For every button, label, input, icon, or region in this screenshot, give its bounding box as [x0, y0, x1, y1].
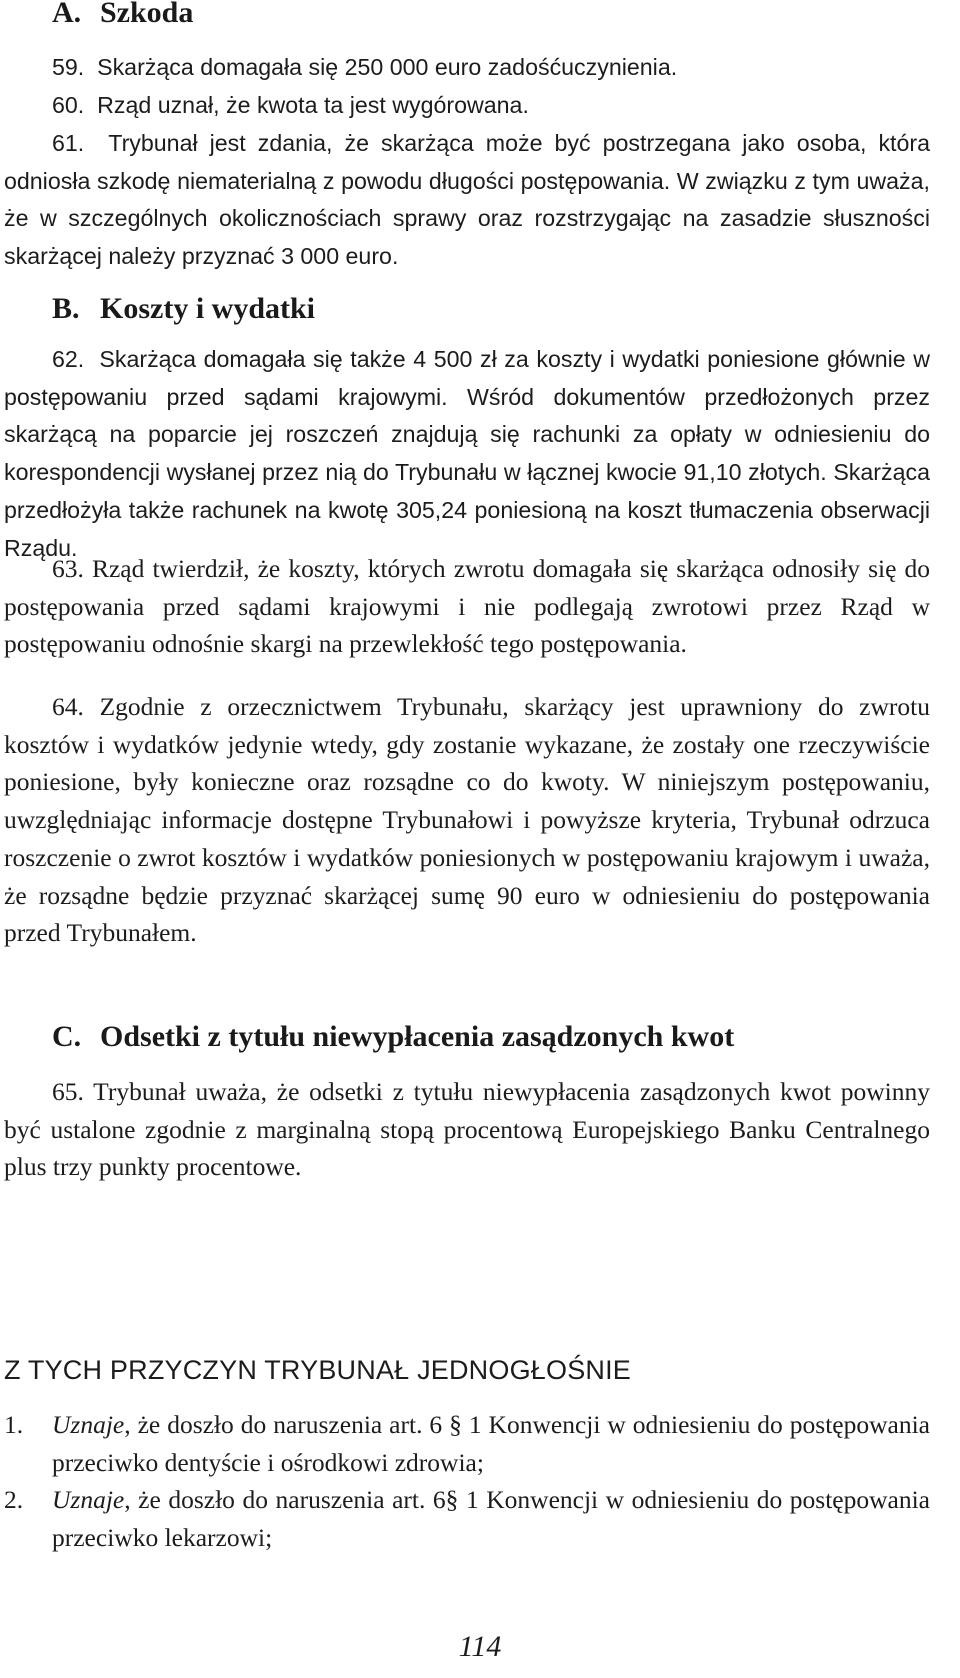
- section-letter: A.: [52, 0, 82, 29]
- paragraph-63-text: 63. Rząd twierdził, że koszty, których zwrotu domagała się skarżąca odnosiły się do postępowania przed sądami krajowymi i nie podlegają zwrotowi przez Rząd w postępowaniu odnośnie skargi na przewlekłość tego postępowania.: [4, 554, 930, 659]
- decision-item-1: [4, 1406, 930, 1481]
- paragraph-64-text: 64. Zgodnie z orzecznictwem Trybunału, skarżący jest uprawniony do zwrotu kosztów i wydatków jedynie wtedy, gdy zostanie wykazane, że zostały one rzeczywiście poniesione, były konieczne oraz rozsądne co do kwoty. W niniejszym postępowaniu, uwzględniając informacje dostępne Trybunałowi i powyższe kryteria, Trybunał odrzuca roszczenie o zwrot kosztów i wydatków poniesionych w postępowaniu krajowym i uważa, że rozsądne będzie przyznać skarżącej sumę 90 euro w odniesieniu do postępowania przed Trybunałem.: [4, 692, 930, 948]
- item-text: , że doszło do naruszenia art. 6§ 1 Konwencji w odniesieniu do postępowania przeciwko lekarzowi;: [52, 1485, 930, 1552]
- item-verb: Uznaje: [52, 1410, 125, 1439]
- section-title: Odsetki z tytułu niewypłacenia zasądzonych kwot: [100, 1020, 735, 1053]
- section-title: Koszty i wydatki: [100, 292, 316, 325]
- decision-item-2: [4, 1481, 930, 1556]
- paragraph-61-text: 61. Trybunał jest zdania, że skarżąca może być postrzegana jako osoba, która odniosła szkodę niematerialną z powodu długości postępowania. W związku z tym uważa, że w szczególnych okolicznościach sprawy oraz rozstrzygając na zasadzie słuszności skarżącej należy przyznać 3 000 euro.: [4, 130, 930, 270]
- paragraph-62-text: 62. Skarżąca domagała się także 4 500 zł za koszty i wydatki poniesione głównie w postępowaniu przed sądami krajowymi. Wśród dokumentów przedłożonych przez skarżącą na poparcie jej roszczeń znajdują się rachunki za opłaty w odniesieniu do korespondencji wysłanej przez nią do Trybunału w łącznej kwocie 91,10 złotych. Skarżąca przedłożyła także rachunek na kwotę 305,24 poniesioną na koszt tłumaczenia obserwacji Rządu.: [4, 346, 930, 561]
- section-letter: C.: [52, 1020, 82, 1053]
- item-body: [52, 1406, 930, 1481]
- section-heading-a: [52, 0, 193, 30]
- paragraph-61: [4, 125, 930, 276]
- section-heading-b: [52, 292, 315, 326]
- paragraph-63: [4, 550, 930, 663]
- item-verb: Uznaje: [52, 1485, 125, 1514]
- section-title: Szkoda: [100, 0, 194, 29]
- section-heading-c: [52, 1020, 734, 1054]
- item-text: , że doszło do naruszenia art. 6 § 1 Konwencji w odniesieniu do postępowania przeciwko dentyście i ośrodkowi zdrowia;: [52, 1410, 930, 1477]
- item-body: [52, 1481, 930, 1556]
- paragraph-65-text: 65. Trybunał uważa, że odsetki z tytułu niewypłacenia zasądzonych kwot powinny być ustalone zgodnie z marginalną stopą procentową Europejskiego Banku Centralnego plus trzy punkty procentowe.: [4, 1077, 930, 1182]
- decision-heading: Z TYCH PRZYCZYN TRYBUNAŁ JEDNOGŁOŚNIE: [4, 1355, 632, 1385]
- item-number: 1.: [4, 1410, 24, 1439]
- item-number: 2.: [4, 1485, 24, 1514]
- section-letter: B.: [52, 292, 80, 325]
- paragraph-60: 60. Rząd uznał, że kwota ta jest wygórowana.: [52, 92, 529, 118]
- paragraph-62: [4, 341, 930, 567]
- page-number: 114: [458, 1630, 502, 1663]
- paragraph-64: [4, 688, 930, 952]
- paragraph-59: 59. Skarżąca domagała się 250 000 euro zadośćuczynienia.: [52, 54, 678, 80]
- paragraph-65: [4, 1073, 930, 1186]
